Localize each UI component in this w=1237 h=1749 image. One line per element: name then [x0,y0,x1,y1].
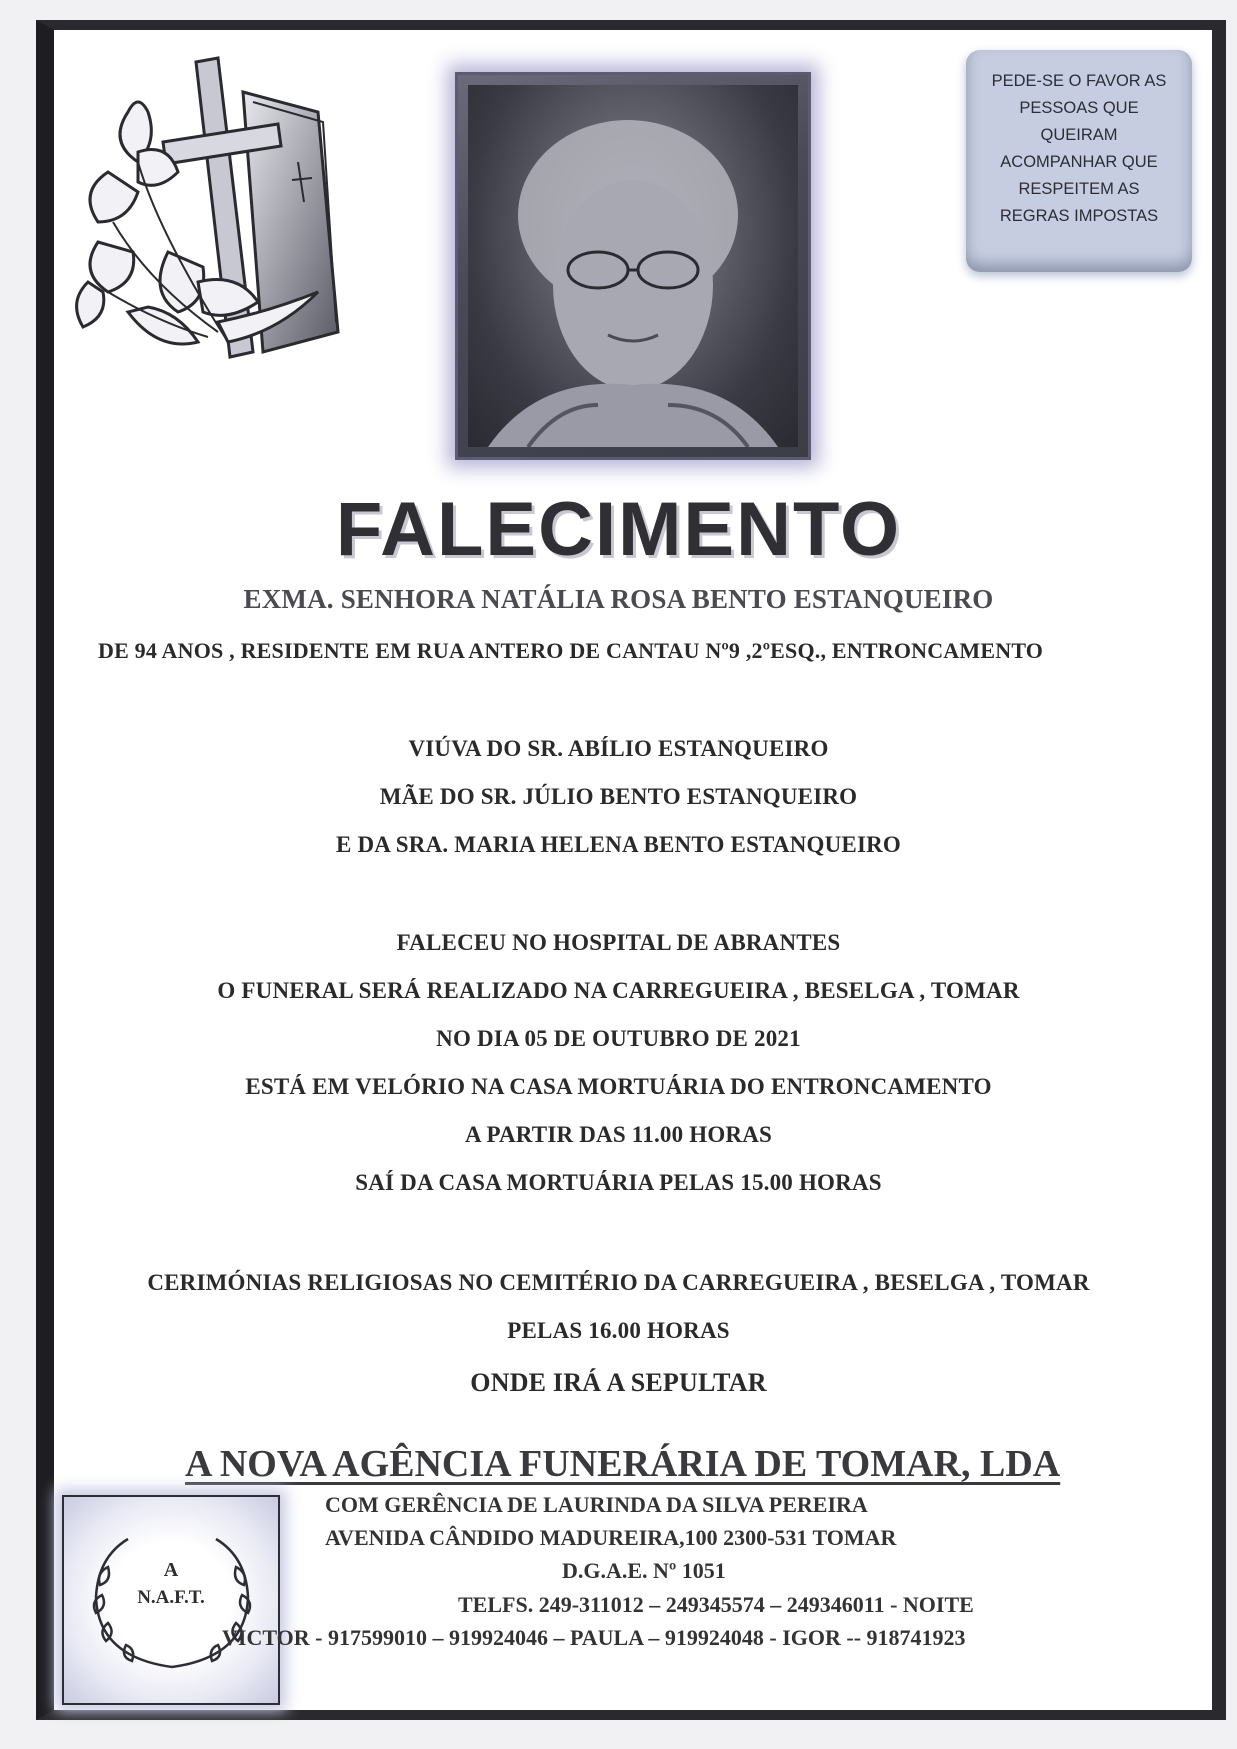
agency-logo [62,1495,280,1705]
notice-line: RESPEITEM AS [1018,180,1140,198]
notice-line: REGRAS IMPOSTAS [999,207,1159,225]
agency-phones: TELFS. 249-311012 – 249345574 – 249346011 - NOITE [458,1592,974,1617]
family-line-daughter: E DA SRA. MARIA HELENA BENTO ESTANQUEIRO [335,832,902,857]
agency-dgae: D.G.A.E. Nº 1051 [562,1558,726,1583]
funeral-line-date: NO DIA 05 DE OUTUBRO DE 2021 [436,1026,801,1051]
agency-name: A NOVA AGÊNCIA FUNERÁRIA DE TOMAR, LDA [185,1443,1061,1485]
funeral-line-wake: ESTÁ EM VELÓRIO NA CASA MORTUÁRIA DO ENTRONCAMENTO [245,1074,992,1099]
cross-lilies-ornament-icon [68,52,368,382]
notice-line: PEDE-SE O FAVOR AS [991,72,1167,90]
deceased-name: EXMA. SENHORA NATÁLIA ROSA BENTO ESTANQUEIRO [243,584,994,614]
portrait-person-icon [468,85,798,447]
family-line-son: MÃE DO SR. JÚLIO BENTO ESTANQUEIRO [379,784,858,809]
page-title: FALECIMENTO [335,487,902,572]
portrait-photo-frame [455,72,811,460]
ceremony-time: PELAS 16.00 HORAS [507,1318,730,1343]
notice-line: ACOMPANHAR QUE [1000,153,1158,171]
portrait-photo [468,85,798,447]
notice-line: PESSOAS QUE [1019,99,1139,117]
logo-letter: A [163,1559,179,1581]
agency-night-contacts: VICTOR - 917599010 – 919924046 – PAULA – 919924048 - IGOR -- 918741923 [222,1625,966,1650]
funeral-line-location: O FUNERAL SERÁ REALIZADO NA CARREGUEIRA , BESELGA , TOMAR [217,978,1020,1003]
covid-rules-notice [966,50,1192,272]
logo-initials: N.A.F.T. [137,1587,205,1608]
deceased-age-residence: DE 94 ANOS , RESIDENTE EM RUA ANTERO DE CANTAU Nº9 ,2ºESQ., ENTRONCAMENTO [98,638,1044,663]
agency-address: AVENIDA CÂNDIDO MADUREIRA,100 2300-531 TOMAR [325,1525,897,1550]
ceremony-line: CERIMÓNIAS RELIGIOSAS NO CEMITÉRIO DA CARREGUEIRA , BESELGA , TOMAR [147,1270,1090,1295]
funeral-line-hospital: FALECEU NO HOSPITAL DE ABRANTES [396,930,841,955]
family-line-widow: VIÚVA DO SR. ABÍLIO ESTANQUEIRO [408,736,829,761]
funeral-line-departure: SAÍ DA CASA MORTUÁRIA PELAS 15.00 HORAS [355,1170,882,1195]
funeral-line-wake-time: A PARTIR DAS 11.00 HORAS [464,1122,773,1147]
agency-manager: COM GERÊNCIA DE LAURINDA DA SILVA PEREIRA [325,1492,868,1517]
notice-line: QUEIRAM [1040,126,1118,144]
burial-line: ONDE IRÁ A SEPULTAR [470,1368,767,1397]
